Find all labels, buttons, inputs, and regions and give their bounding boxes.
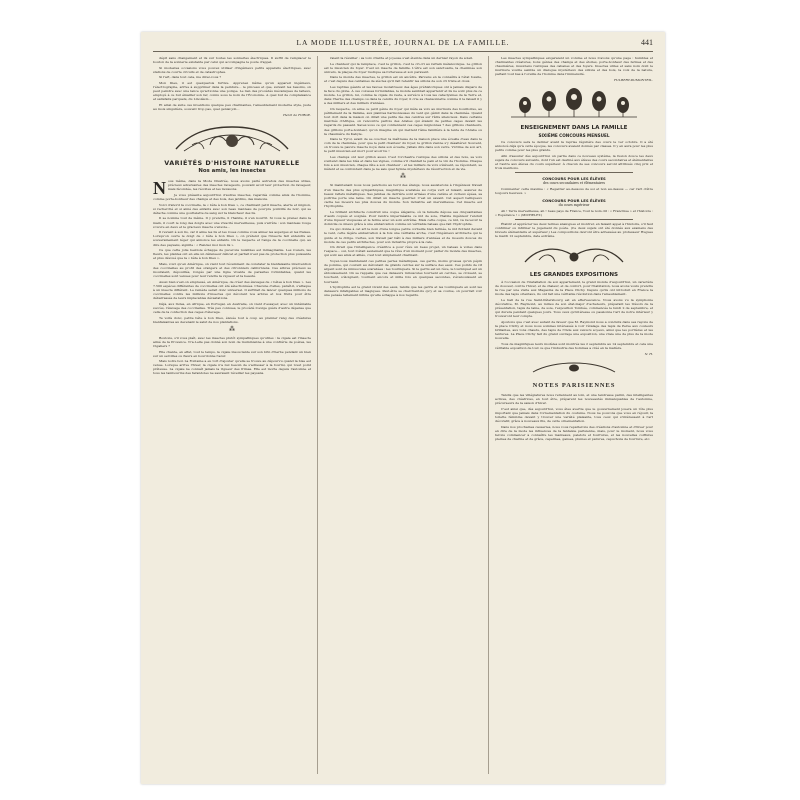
paragraph: Établir et apprécier les deux termes analogues et montrer, en faisant appel à l'histoire, s'il faut confirmer ou infirmer le jugement du poète. (Ce deux sujets ont été donnés aux examens des brevets élémentaire et supérieur.) Les compositions devront être adressées au professeur Hugues le mardi 12 septembre, date extrême. bbox=[495, 221, 653, 239]
section-title: NOTES PARISIENNES bbox=[532, 382, 616, 390]
divider bbox=[515, 219, 633, 220]
author-signature: N. H. bbox=[644, 352, 653, 357]
paragraph: Si maintenant nous nous penchons au bord des étangs, nous assisterons à l'ingénieux travail d'un insecte des plus sympathiques, magnifique scarabée au corps vert et luisant, assurez de beaux reflets métalliques. Ses jambes de derrière sont armées d'une carène et curieux épées, sa poitrine porte une lame. On dirait un insecte guerrier. C'est un savant. Cet aspect belliqueux cache les moeurs les plus douces du monde. Son industrie est merveilleuse. Cet insecte est l'hydrophile. bbox=[324, 183, 482, 208]
section-title: LES GRANDES EXPOSITIONS bbox=[529, 272, 619, 279]
divider bbox=[515, 172, 633, 173]
paragraph: Voyez-vous maintenant ces petites perles métalliques, ces gerris, moins grosses qu'un pépin de pomme, qui courent au déroulant de grands cercles sur la surface des eaux. Ces points de vif argent sont de minuscules scarabées : les tourniquets. Si le gerris est un rêve, le tourniquet est un éblouissement. On se rappelle que ces danseurs minuscules tournent en cercles, se croisent, se touchent, s'éloignent, tournent encore et mille fois en quelques secondes, s'évanouissent en tournant. bbox=[324, 259, 482, 284]
paragraph: Voici d'abord la coccinelle, la « bête à bon Dieu », ce charmant petit insecte, alerte et mignon, si recherché et si aimé des enfants avec son beau manteau de pourpre pointillé de noir, qui se détache comme une gouttelette de sang sur la blancheur des lis. bbox=[153, 202, 311, 215]
section-title: ENSEIGNEMENT DANS LA FAMILLE bbox=[520, 124, 628, 131]
floral-ornament-icon bbox=[172, 121, 292, 155]
paragraph: À l'occasion de l'installation de son appartement, le grand monde d'aujourd'hui, un caractère de douceur, contre l'hiver, et de chaleur, et de confort, pour l'habitation, nous avons voulu prendre la rue par une visite aux Magasins de la Place Clichy. Depuis qu'ils ont introduit en France la mode des tapis orientaux, ils ont fait une véritable révolution dans l'ameublement. bbox=[495, 280, 653, 297]
paragraph: Dans le Tyrol, avant de se coucher, la maîtresse de la maison place une écuelle d'eau dans le coin de la cheminée, pour que le petit chanteur du foyer, le grillon vienne s'y désaltérer. Souvent, on trouve le pauvre insecte noyé dans son écuelle, j'allais dire dans son verre. Victime de son art, le petit musicien est mort pour avoir bu ! bbox=[324, 137, 482, 154]
page-number: 441 bbox=[641, 38, 653, 47]
paragraph: Il revient à son lis, car il aime les lis et les roses comme vous aimez les asperges et les fraises. Lorsqu'on ouvre le doigt de « bête à bon Dieu », on prétend que l'insecte fait entendre au souverainement léger qui annonce les enfants. On le respecte et l'ange de la coccinelle qui, au dire des paysans, signifie : « Rendez moi mon lis ». bbox=[153, 230, 311, 247]
lead-paragraph: Nous même, dans la Mode Illustrée, nous avons parlé autrefois des insectes utiles, précieux adversaires des insectes ravageurs, pouvant avoir leur protection du ravageur, mais fécondée, les récoltes et les moissons. bbox=[153, 178, 311, 199]
contest-subtitle: du cours supérieur bbox=[558, 203, 590, 207]
page-header bbox=[153, 38, 653, 52]
paragraph: Je vous présente aujourd'hui d'autres insectes, regardés comme amis de l'homme, comme porte-bonheur des champs et des bois, des jardins, des maisons. bbox=[153, 193, 311, 202]
paragraph: Aussi bien s'est-on empressé, en Amérique, de créer des élevages de « bêtes à bon Dieu ». Les 7.500 espèces différentes de coccinelles ont été sélectionnées. Chacune d'elles, paraît-il, s'attaque à un insecte différent. Le remède serait donc universel. Il suffirait de lancer quelques millions de coccinelles contre les millions d'insectes qui dévorent nos arbres et nos fruits pour être débarrassés de leurs implacables dévastations. bbox=[153, 279, 311, 301]
contest-title: CONCOURS POUR LES ÉLÈVES bbox=[542, 175, 606, 181]
paragraph: On respecte, on aime ce petit génie du foyer qui mêle sa voix au murmure des bouilloires, au pétillement de la flamme, aux plaintes harmonieuses du vent qui gémit dans la cheminée. Quand tout dort dans la maison on dirait une petite fée des cendres sur l'âtre silencieux. Dans certains marchés d'Afrique, on rencontre parfois des Arabes qui étalent de petites cages devant les regards du passant. Savez-vous ce qui contiennent ces cages mignonnes ? des grillons chanteurs, des grillons porte-bonheur, qu'on imagine un qui mettent l'âme familière à la tente de l'Arabe ou la chaumière du Kabyle. bbox=[324, 107, 482, 136]
paragraph: Les insectes sympathiques exigeraient un volume et nous n'avons qu'une page : humbles et charmantes créatures, bons génies des champs et des étoiles, porte-bonheur des fermes et des chaumières, musiciens rustiques des cabanes et des foyers. Insectes utiles et sans nom dont le murmure vouille semble un dialogue mystérieux des sillons et des bois, la voix de la nature, parlant tout bas à l'oreille de l'homme dans l'immensité. bbox=[495, 56, 653, 77]
leaf-ornament-icon bbox=[529, 360, 619, 378]
paragraph: Dans le monde des insectes, le grillon est un ancêtre. Parvenu en la connaître à l'état fossile, et c'est depuis des centaines de siècles qu'il fait retentir les sillons de son cri triste et doux. bbox=[324, 75, 482, 84]
paragraph: Il se nomme tout de même. Il y prendre, il l'habite, il s'en nourrit. Si vous le prenez dans la main, il court le long des doigts avec une vivacité merveilleuse, puis s'arrête : son manteau rouge s'ouvre en deux et le gracieux insecte s'envole… bbox=[153, 216, 311, 229]
paragraph: raient la réveiller ; sa voix criarde et joyeuse s'est éteinte dans un dernier rayon de soleil. bbox=[330, 56, 474, 60]
journal-title: LA MODE ILLUSTRÉE, JOURNAL DE LA FAMILLE. bbox=[296, 38, 510, 47]
flower-garland-icon bbox=[509, 87, 639, 121]
column-divider bbox=[317, 56, 318, 774]
paragraph: Les champs ont leur grillon aussi. C'est l'orchestre rustique des sillons et des bois, sa voix s'entend dans les blés et dans les vignes, comme s'il chantait le pain et le vin de l'homme. Chaque fois a son musicien, chaque fête a son chanteur ; et les milliers de voix s'élèvent, se répondent, se mêlent et se confondent dans je ne sais quel hymne mystérieux de résurrection et de vie. bbox=[324, 155, 482, 172]
paragraph: Te voilà donc, petite bête à bon Dieu, élevée tout à coup au premier rang des créatures bienfaisantes au devenant le salut de nos plantations. bbox=[153, 315, 311, 324]
paragraph: Les reptiles géants et les fauves monstrueux des âges préhistoriques ont à jamais disparu de la face du globe. À ces colosses formidables, le monde semblait appartenir et ils ne sont plus de ce monde. Le grillon, lui, comme la cigale du reste, a survécu à tous les cataclysmes de la Terre et, dans l'herbe des champs ou dans la cendre du foyer, il crie sa chansonnette comme il le faisait il y a des milliers et des milliers d'années. bbox=[324, 85, 482, 106]
paragraph: C'est ainsi que, dès aujourd'hui, vous êtes avertie que le gouvernement jouera un rôle plus important que jamais dans l'ornementation du costume. Nous ne pouvons que vous en réjouir, la toilette féminine devant y trouver une variété plaisante, tous ceux qui s'intéressent à l'art décoratif, grâce à nouveaux fils, de cette ornementation. bbox=[495, 407, 653, 424]
article-title: VARIÉTÉS D'HISTOIRE NATURELLE bbox=[164, 159, 300, 168]
paragraph: L'hydrophile est le grand vivant des eaux, tandis que les gerris et les tourniquets en sont les danseurs infatigables et magiques. Peut-être se cherchent-ils qu'y et sa course, on pourrait voir une pensée tellement infinie qu'elle échappe à nos regards. bbox=[324, 285, 482, 298]
newspaper-page bbox=[141, 32, 665, 784]
paragraph: Ce que cette jolie bestiole échappe de pucerons nuisibles est inimaginable. Les rosiers, les fleurs, les plantes ont en elle un défenseur délicat et parfait n'est pas de protection plus puissante et plus dévoué que la « bête à bon Dieu ». bbox=[153, 248, 311, 261]
paragraph: Tandis que les villégiatures nous retiennent au loin, et une tendresse parmi, des intelligentes actives, des créatrices, en tout être, préparent les nouveautés immanquables de l'automne, précurseurs de la saison d'hiver. bbox=[495, 393, 653, 406]
contest-subtitle: des cours secondaires et élémentaires bbox=[543, 180, 605, 185]
section-separator-icon: ⁂ bbox=[229, 325, 235, 333]
author-signature: FULBERT-DUMONTEIL. bbox=[614, 78, 653, 83]
column-2 bbox=[324, 56, 482, 774]
contest-text: Commenter cette maxime : « Regarder au-dessous de soi et non au-dessus — car l'art d'être toujours heureux. » bbox=[495, 186, 653, 195]
paragraph: Mais, voici qu'en Amérique, on vient tout récemment de constater la bienfaisante intervention des coccinelles au profit des orangers et des citronniers californiens. Ces arbres précieux se mouraient, dépouillés, rongés par une ligne vivante de parasites formidables, quand les coccinelles sont venues pour leur rendre la vigueur et la beauté. bbox=[153, 261, 311, 279]
paragraph: Tous de magnifiques leurs modèles sont montrés les 2 septembre au 14 septembre et cela une véritable exposition de tout ce que l'industrie des hommes a créé en la matière. bbox=[495, 341, 653, 351]
paragraph: Boutons, s'il vous plaît, avec les insectes plutôt sympathiques qu'utiles : la cigale est l'insecte aimé de la Provence. N'a-t-elle pas donné son nom de muminienne à une confrérie de poètes, les Cigaliers ? bbox=[153, 335, 311, 348]
paragraph: Afin d'assurer dès aujourd'hui un partie dans ce nouveau système, la fusion douce les deux sujets de concours suivants, dont l'un est destiné aux élèves des cours secondaires et élémentaires et l'autre aux élèves du cours supérieur. À chacun de ses concours seront attribués cinq prix et trois mentions. bbox=[495, 153, 653, 171]
paragraph: Si l'art, dans tout cela, me direz-vous ? bbox=[159, 75, 222, 80]
paragraph: Ajoutons que c'est avec autant de faveur que M. Raymond nous a conduits dans ses rayons de la place Clichy et nous nous sommes intéressés à voir l'étalage des tapis de Perse aux couleurs brillantes, aux tons chauds, des tapis de l'Inde aux velours soyeux, ainsi que les portières et les tentures. La Place Clichy fait du grand ouvrage une exposition, une vraie une de plus de la mode nouvelle. bbox=[495, 320, 653, 341]
paragraph: dépit sans changement et ils sur toutes les sonneries électriques. Il suffit de remplacer le bouton de la sonnerie existante par celui qui accompagne le poste d'appel. bbox=[153, 56, 311, 65]
section-separator-icon: ⁂ bbox=[400, 173, 406, 181]
column-1 bbox=[153, 56, 311, 774]
header-rule bbox=[153, 51, 653, 52]
paragraph: Elle chante, en effet, tout le temps, la cigale insouciante sur son brin d'herbe pendant un bien sur un servilles ou fleurs en bourdonne l'azur. bbox=[153, 349, 311, 358]
paragraph: Le hall de la rue Saint-Pétersbourg est en effervescence. Nous avons vu la symphonie décorative, M. Raymond, au milieu de son état-major d'acheteurs, préparant les trésors de la présentation, tapis de laine, de soie, l'exposition Tombée, commencée le lundi 2 de septembre, et qui durera pendant quelques jours. Tous ceux qu'intéresse ou passionne l'art de notre intérieur y trouveront leur compte. bbox=[495, 298, 653, 319]
paragraph: Mon Dieu, il est quelquefois furtive. Apprenez même qu'un appareil ingénieux, l'électrographe, arrive à supprimer dans la peinture… le pinceau et que, suivant les besoins, on peut peindre avec une lance qu'actionne une pompe. Le lien des procédés mécaniques de laiteux, employé à ce but émailler son fer, connu sous le nom de l'Économie. A quel but de complaisance et satisfaits parquets, du Linoléum… bbox=[153, 80, 311, 102]
paragraph: Mais notre bon La Fontaine a eu tort d'ajouter qu'elle se trouve au dépourvu quand la bise est venue. Lorsque arrive l'hiver, la cigale n'a nul besoin de s'adresser à la fourmi, qui n'est point prêteuse. La cigale ne connaît jamais la rigueur des frimas. Elle est morte depuis l'automne et tous les tambourins des farandoles ne sauraient réveiller les paysans. bbox=[153, 359, 311, 376]
paragraph: Ce concours sera le dernier avant la reprise régulière des cours le 1er octobre. Il a été annoncé déjà qu'à cette époque, les concours avaient donnés par classes. Il y en aura pour les plus petits comme pour les plus grands. bbox=[495, 140, 653, 153]
paragraph: Le chanteur qui la remplace, c'est le grillon, c'est le cri-cri au refrain mélancolique. Le grillon est le musicien du foyer. C'est un insecte de famille. L'être est son sanctuaire, la cheminée son univers, la plaque du foyer rustique sa forteresse et son paravent. bbox=[324, 61, 482, 74]
contest-text: Ah ! Terre merveilleuse, ah ! beau pays de France, Tout le nom dit : « Franchise » et l'histoire : « Espérance ! » (MICHELET.) bbox=[495, 209, 653, 218]
drop-cap: N bbox=[153, 178, 166, 199]
contest-title: CONCOURS POUR LES ÉLÈVES bbox=[542, 198, 606, 203]
paragraph: Et ainsi de suite ces inventions quelque peu charmantes, l'ameublement moderne style, juste au mois singulière, souvent trop pas, quel genial joli… bbox=[153, 102, 311, 112]
paragraph: On dirait que l'intelligence créatrice a pour rêve un beau projet, un bateau à voiles dans l'espace… oui, tout n'était seulement que le rêve d'un moment pour parler du monde des insectes, qui sont ses amis et alliés, c'est tout simplement charmant. bbox=[324, 245, 482, 258]
paragraph: Si modestes occasions vous pouvez utiliser d'ingénieux petits appareils électriques, avec stations de courte circuits et de catastrophes. bbox=[153, 65, 311, 74]
paragraph: Ce qui donne à cet art le nom d'une longue petite corbeille bien fermée, le nid flottant devant le vent, cette légère embarcation à la fois une véritable arche, c'est l'ingénieux architecte qui le guide et le dirige. Certes, son travail par bâti à des milliers d'années et de moeurs douces du monde de ces petits architectes, pour son industrie propre à la cale. bbox=[324, 227, 482, 244]
scroll-ornament-icon bbox=[519, 242, 629, 268]
section-subtitle: SIXIÈME CONCOURS MENSUEL bbox=[538, 132, 610, 138]
paragraph: Dans nos prochaines causeries, nous vous reparlerons des créations d'automne et d'hiver pour en dire de la mode les influences de la fantaisie parisienne, mais, pour le moment, nous vous ferons commencer à connaître les manteaux, paletots et fourrures, et les nouvelles coiffures pleines de charme et de grâce, capelines, ganses, plumes et parures, capuchons de fourrure, etc. bbox=[495, 424, 653, 442]
paragraph: Déjà, aux Indes, en Afrique, en Portugal, en Australie, on vient d'essayer, avec un indéniable succès, l'élevage des coccinelles. Très peu connues, le procédé n'exige guère d'autre dépense que celle de la confection des cages d'élevage. bbox=[153, 301, 311, 314]
column-divider bbox=[488, 56, 489, 774]
author-signature: Henri de FORGE. bbox=[283, 113, 311, 118]
paragraph: Le brillant architecte construit une coque élégante, où la femelle dépose ses cinquantaines d'œufs coqués et soignés. Pour rendre imperméable ce nid de soie, l'habile ingénieur l'enduit d'une liqueur visqueuse et le ferme avec un soin extrême. Mais cette coque, ce nid, va recevoir la domicile ou mieux grâce à une embarcation comme un véritable bateau que fait l'hydrophile. bbox=[324, 209, 482, 226]
column-3 bbox=[495, 56, 653, 774]
article-subtitle: Nos amis, les insectes bbox=[198, 168, 266, 175]
